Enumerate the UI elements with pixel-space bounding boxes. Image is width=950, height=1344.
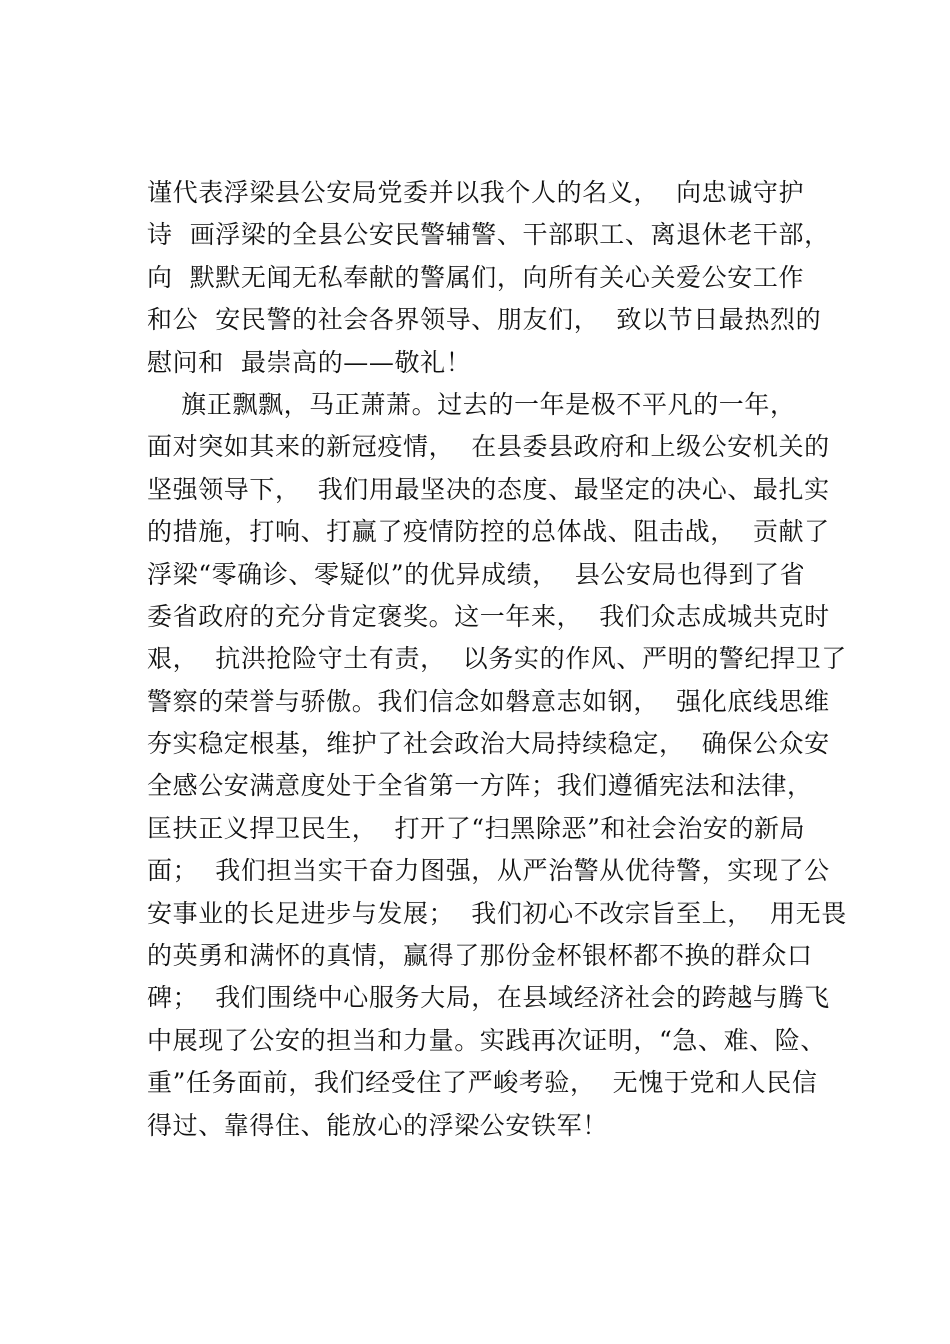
text-line: 面对突如其来的新冠疫情， 在县委县政府和上级公安机关的	[147, 432, 830, 462]
text-line: 诗 画浮梁的全县公安民警辅警、干部职工、离退休老干部，	[147, 220, 830, 250]
text-line: 的英勇和满怀的真情，赢得了那份金杯银杯都不换的群众口	[147, 941, 813, 971]
text-line: 匡扶正义捍卫民生， 打开了“扫黑除恶”和社会治安的新局	[147, 813, 806, 843]
text-line: 委省政府的充分肯定褒奖。这一年来， 我们众志成城共克时	[147, 601, 830, 631]
text-line: 艰， 抗洪抢险守土有责， 以务实的作风、严明的警纪捍卫了	[147, 644, 847, 674]
text-line: 全感公安满意度处于全省第一方阵；我们遵循宪法和法律，	[147, 771, 813, 801]
text-line: 和公 安民警的社会各界领导、朋友们， 致以节日最热烈的	[147, 305, 822, 335]
text-line: 的措施，打响、打赢了疫情防控的总体战、阻击战， 贡献了	[147, 517, 830, 547]
text-line: 坚强领导下， 我们用最坚决的态度、最坚定的决心、最扎实	[147, 474, 830, 504]
text-line: 安事业的长足进步与发展； 我们初心不改宗旨至上， 用无畏	[147, 898, 847, 928]
text-line: 面； 我们担当实干奋力图强，从严治警从优待警，实现了公	[147, 856, 830, 886]
text-line: 向 默默无闻无私奉献的警属们，向所有关心关爱公安工作	[147, 262, 805, 292]
text-line: 旗正飘飘，马正萧萧。过去的一年是极不平凡的一年，	[147, 389, 796, 419]
text-line: 谨代表浮梁县公安局党委并以我个人的名义， 向忠诚守护	[147, 178, 805, 207]
text-line: 浮梁“零确诊、零疑似”的优异成绩， 县公安局也得到了省	[147, 559, 806, 589]
body-text	[147, 172, 847, 1147]
text-line: 重”任务面前，我们经受住了严峻考验， 无愧于党和人民信	[147, 1068, 818, 1098]
text-line: 中展现了公安的担当和力量。实践再次证明，“急、难、险、	[147, 1025, 826, 1055]
text-line: 警察的荣誉与骄傲。我们信念如磐意志如钢， 强化底线思维	[147, 686, 830, 716]
text-line: 慰问和 最崇高的——敬礼！	[147, 347, 472, 377]
text-line: 碑； 我们围绕中心服务大局，在县域经济社会的跨越与腾飞	[147, 983, 830, 1013]
text-line: 夯实稳定根基，维护了社会政治大局持续稳定， 确保公众安	[147, 729, 830, 759]
text-line: 得过、靠得住、能放心的浮梁公安铁军！	[147, 1110, 608, 1140]
